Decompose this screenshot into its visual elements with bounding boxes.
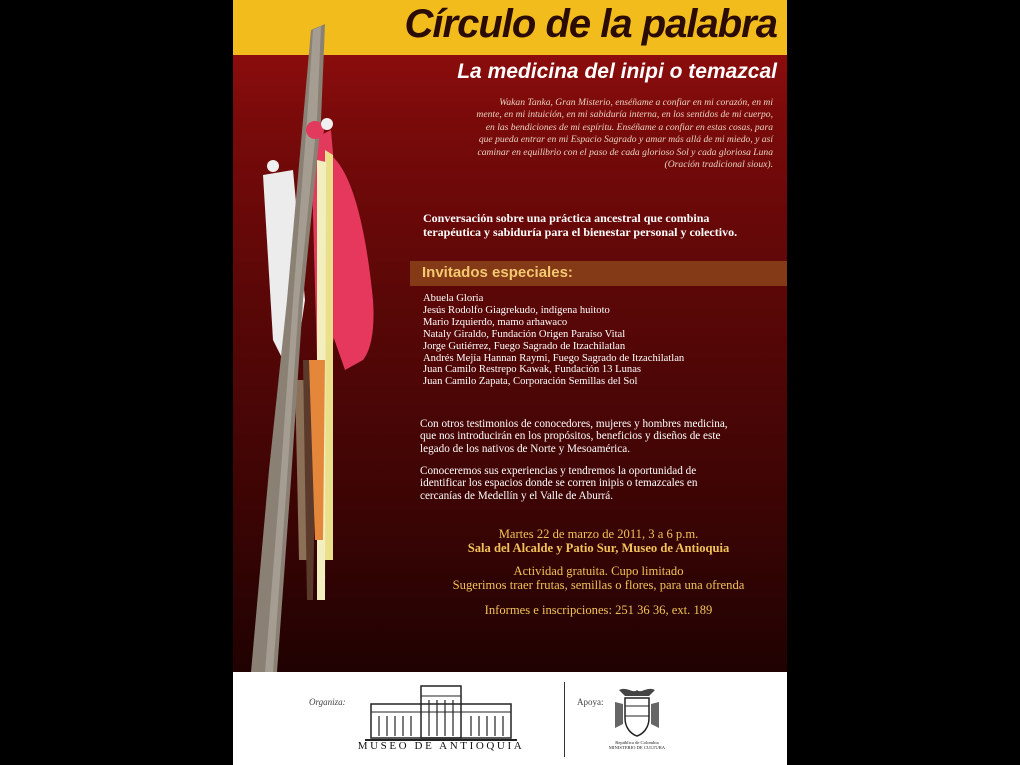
ministry-line-2: MINISTERIO DE CULTURA — [608, 745, 666, 751]
poster-subtitle: La medicina del inipi o temazcal — [457, 60, 777, 83]
event-free-note: Actividad gratuita. Cupo limitado — [513, 564, 684, 578]
staff-with-ribbons-image — [233, 0, 413, 672]
event-venue: Sala del Alcalde y Patio Sur, Museo de Antioquia — [467, 541, 730, 555]
colombia-coat-of-arms-icon — [609, 684, 665, 742]
guest-item: Nataly Giraldo, Fundación Origen Paraíso Vital — [423, 328, 626, 340]
prayer-source: (Oración tradicional sioux). — [664, 159, 773, 171]
guest-item: Andrés Mejía Hannan Raymi, Fuego Sagrado de Itzachilatlan — [423, 352, 685, 364]
event-contact-info: Informes e inscripciones: 251 36 36, ext. 189 — [484, 603, 713, 617]
guests-heading-band — [410, 261, 787, 286]
prayer-quote — [473, 97, 773, 171]
event-date: Martes 22 de marzo de 2011, 3 a 6 p.m. — [498, 527, 699, 541]
poster-title: Círculo de la palabra — [404, 2, 777, 46]
guest-item: Jorge Gutiérrez, Fuego Sagrado de Itzachilatlan — [423, 340, 626, 352]
sponsor-divider — [564, 682, 565, 757]
guest-item: Juan Camilo Zapata, Corporación Semillas del Sol — [423, 376, 638, 388]
museum-name: MUSEO DE ANTIOQUIA — [357, 740, 525, 752]
guest-item: Abuela Gloria — [423, 293, 484, 304]
organiza-label: Organiza: — [309, 697, 346, 707]
experiences-paragraph: Conoceremos sus experiencias y tendremos la oportunidad de identificar los espacios donde se corren inipis o temazcales en cercanías de Medellín y el Valle de Aburrá. — [420, 465, 698, 502]
intro-text: Conversación sobre una práctica ancestral que combina terapéutica y sabiduría para el bienestar personal y colectivo. — [423, 211, 738, 239]
guest-list — [423, 293, 684, 388]
guest-item: Juan Camilo Restrepo Kawak, Fundación 13 Lunas — [423, 364, 642, 376]
apoya-label: Apoya: — [577, 697, 604, 707]
prayer-text: Wakan Tanka, Gran Misterio, enséñame a confiar en mi corazón, en mi mente, en mi intuición, en mi sabiduría interna, en los sentidos de mi cuerpo, en las bendiciones de mi espíritu. Enséñame a confiar en estas cosas, para que pueda entrar en mi Espacio Sagrado y amar más allá de mi miedo, y así caminar en equilibrio con el paso de cada glorioso Sol y cada gloriosa Luna — [476, 97, 773, 158]
guest-item: Jesús Rodolfo Giagrekudo, indígena huitoto — [423, 304, 610, 316]
testimonies-paragraph: Con otros testimonios de conocedores, mujeres y hombres medicina, que nos introducirán en los propósitos, beneficios y diseños de este legado de los nativos de Norte y Mesoamérica. — [420, 418, 728, 455]
ministry-caption — [589, 740, 685, 751]
event-offering-note: Sugerimos traer frutas, semillas o flores, para una ofrenda — [452, 578, 745, 592]
guests-heading: Invitados especiales: — [422, 264, 573, 281]
guest-item: Mario Izquierdo, mamo arhawaco — [423, 316, 568, 328]
event-poster — [233, 0, 787, 672]
sponsors-footer — [233, 672, 787, 765]
ministry-line-1: República de Colombia — [615, 740, 659, 745]
